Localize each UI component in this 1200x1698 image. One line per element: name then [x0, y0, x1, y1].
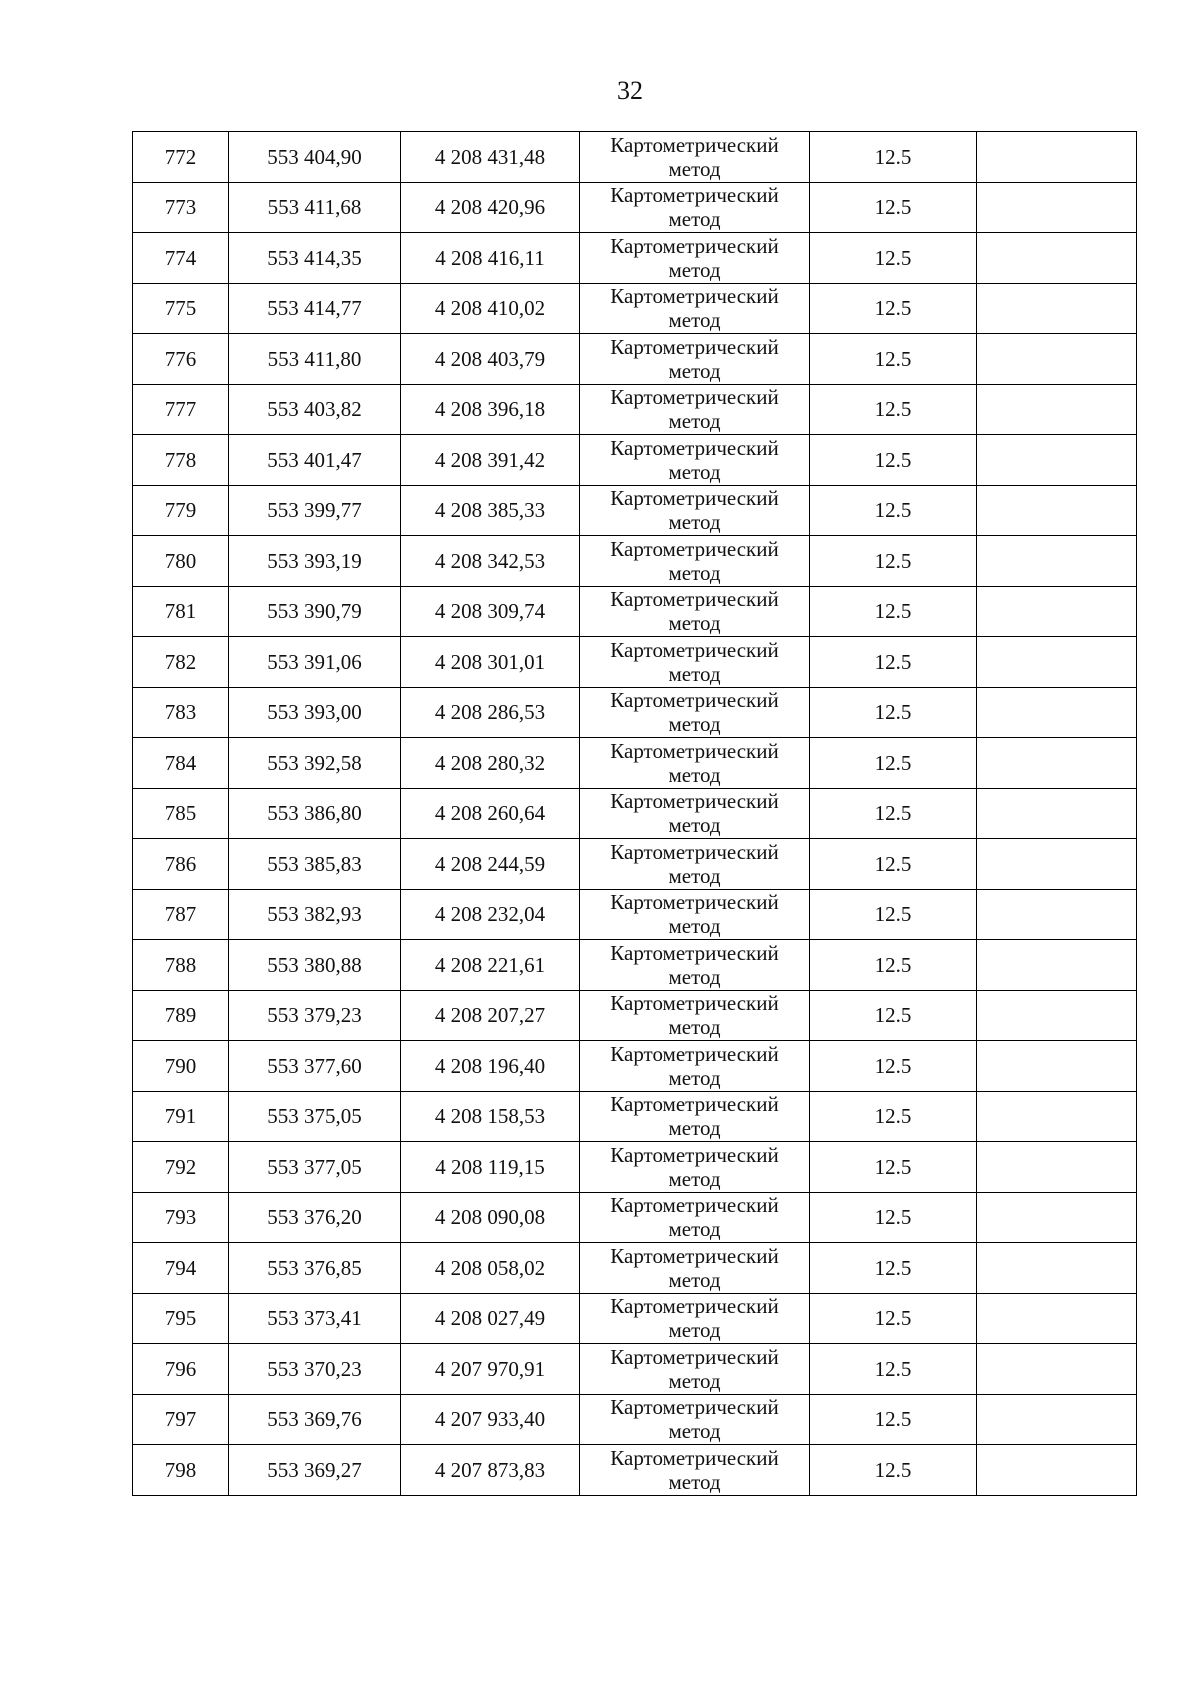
x-coordinate-cell: 553 393,00	[229, 687, 401, 738]
method-line-2: метод	[668, 1166, 721, 1191]
table-row	[133, 334, 1137, 385]
accuracy-cell: 12.5	[810, 839, 977, 890]
x-coordinate-cell: 553 382,93	[229, 889, 401, 940]
x-coordinate-cell: 553 380,88	[229, 940, 401, 991]
method-line-1: Картометрический	[610, 536, 779, 561]
y-coordinate-cell: 4 207 970,91	[401, 1344, 580, 1395]
method-cell	[580, 485, 810, 536]
x-coordinate-cell: 553 369,76	[229, 1394, 401, 1445]
y-coordinate-cell: 4 208 260,64	[401, 788, 580, 839]
point-number-cell: 773	[133, 182, 229, 233]
table-row	[133, 182, 1137, 233]
x-coordinate-cell: 553 414,35	[229, 233, 401, 284]
point-number-cell: 792	[133, 1142, 229, 1193]
method-line-2: метод	[668, 1368, 721, 1393]
method-line-2: метод	[668, 409, 721, 434]
accuracy-cell: 12.5	[810, 435, 977, 486]
method-cell	[580, 738, 810, 789]
method-cell	[580, 1445, 810, 1496]
note-cell	[977, 1041, 1137, 1092]
note-cell	[977, 990, 1137, 1041]
table-row	[133, 283, 1137, 334]
table-row	[133, 1445, 1137, 1496]
table-row	[133, 1192, 1137, 1243]
x-coordinate-cell: 553 375,05	[229, 1091, 401, 1142]
table-row	[133, 536, 1137, 587]
x-coordinate-cell: 553 370,23	[229, 1344, 401, 1395]
method-cell	[580, 283, 810, 334]
method-cell	[580, 1192, 810, 1243]
note-cell	[977, 788, 1137, 839]
method-line-2: метод	[668, 207, 721, 232]
method-line-1: Картометрический	[610, 637, 779, 662]
method-cell	[580, 384, 810, 435]
method-cell	[580, 1394, 810, 1445]
method-cell	[580, 1041, 810, 1092]
y-coordinate-cell: 4 208 119,15	[401, 1142, 580, 1193]
accuracy-cell: 12.5	[810, 182, 977, 233]
method-line-2: метод	[668, 863, 721, 888]
method-cell	[580, 687, 810, 738]
y-coordinate-cell: 4 208 286,53	[401, 687, 580, 738]
accuracy-cell: 12.5	[810, 1041, 977, 1092]
x-coordinate-cell: 553 404,90	[229, 132, 401, 183]
note-cell	[977, 536, 1137, 587]
accuracy-cell: 12.5	[810, 1293, 977, 1344]
point-number-cell: 775	[133, 283, 229, 334]
point-number-cell: 791	[133, 1091, 229, 1142]
method-line-1: Картометрический	[610, 890, 779, 915]
method-line-2: метод	[668, 1469, 721, 1494]
y-coordinate-cell: 4 208 403,79	[401, 334, 580, 385]
accuracy-cell: 12.5	[810, 586, 977, 637]
y-coordinate-cell: 4 208 431,48	[401, 132, 580, 183]
table-row	[133, 1394, 1137, 1445]
method-line-2: метод	[668, 560, 721, 585]
accuracy-cell: 12.5	[810, 990, 977, 1041]
note-cell	[977, 182, 1137, 233]
y-coordinate-cell: 4 208 232,04	[401, 889, 580, 940]
point-number-cell: 785	[133, 788, 229, 839]
point-number-cell: 777	[133, 384, 229, 435]
method-line-2: метод	[668, 964, 721, 989]
method-line-1: Картометрический	[610, 233, 779, 258]
x-coordinate-cell: 553 376,85	[229, 1243, 401, 1294]
table-row	[133, 132, 1137, 183]
y-coordinate-cell: 4 208 221,61	[401, 940, 580, 991]
point-number-cell: 780	[133, 536, 229, 587]
table-row	[133, 839, 1137, 890]
method-line-1: Картометрический	[610, 1395, 779, 1420]
point-number-cell: 783	[133, 687, 229, 738]
method-cell	[580, 889, 810, 940]
point-number-cell: 796	[133, 1344, 229, 1395]
table-row	[133, 435, 1137, 486]
y-coordinate-cell: 4 208 410,02	[401, 283, 580, 334]
method-line-1: Картометрический	[610, 284, 779, 309]
note-cell	[977, 233, 1137, 284]
table-row	[133, 1293, 1137, 1344]
accuracy-cell: 12.5	[810, 1243, 977, 1294]
accuracy-cell: 12.5	[810, 687, 977, 738]
note-cell	[977, 1445, 1137, 1496]
point-number-cell: 795	[133, 1293, 229, 1344]
y-coordinate-cell: 4 208 090,08	[401, 1192, 580, 1243]
table-row	[133, 889, 1137, 940]
method-line-1: Картометрический	[610, 1243, 779, 1268]
y-coordinate-cell: 4 208 058,02	[401, 1243, 580, 1294]
method-line-1: Картометрический	[610, 183, 779, 208]
method-line-2: метод	[668, 611, 721, 636]
x-coordinate-cell: 553 411,68	[229, 182, 401, 233]
y-coordinate-cell: 4 208 420,96	[401, 182, 580, 233]
x-coordinate-cell: 553 376,20	[229, 1192, 401, 1243]
x-coordinate-cell: 553 390,79	[229, 586, 401, 637]
accuracy-cell: 12.5	[810, 233, 977, 284]
x-coordinate-cell: 553 379,23	[229, 990, 401, 1041]
y-coordinate-cell: 4 207 873,83	[401, 1445, 580, 1496]
table-row	[133, 637, 1137, 688]
accuracy-cell: 12.5	[810, 1394, 977, 1445]
method-line-1: Картометрический	[610, 1041, 779, 1066]
coordinates-table-body	[133, 132, 1137, 1496]
x-coordinate-cell: 553 393,19	[229, 536, 401, 587]
x-coordinate-cell: 553 401,47	[229, 435, 401, 486]
method-line-1: Картометрический	[610, 486, 779, 511]
accuracy-cell: 12.5	[810, 536, 977, 587]
point-number-cell: 787	[133, 889, 229, 940]
method-line-1: Картометрический	[610, 688, 779, 713]
y-coordinate-cell: 4 208 416,11	[401, 233, 580, 284]
method-cell	[580, 1293, 810, 1344]
method-line-2: метод	[668, 762, 721, 787]
table-row	[133, 940, 1137, 991]
x-coordinate-cell: 553 399,77	[229, 485, 401, 536]
y-coordinate-cell: 4 208 244,59	[401, 839, 580, 890]
note-cell	[977, 637, 1137, 688]
accuracy-cell: 12.5	[810, 132, 977, 183]
x-coordinate-cell: 553 373,41	[229, 1293, 401, 1344]
y-coordinate-cell: 4 208 391,42	[401, 435, 580, 486]
note-cell	[977, 132, 1137, 183]
accuracy-cell: 12.5	[810, 485, 977, 536]
method-line-2: метод	[668, 813, 721, 838]
method-cell	[580, 334, 810, 385]
note-cell	[977, 586, 1137, 637]
note-cell	[977, 485, 1137, 536]
method-line-1: Картометрический	[610, 1092, 779, 1117]
point-number-cell: 781	[133, 586, 229, 637]
y-coordinate-cell: 4 208 196,40	[401, 1041, 580, 1092]
method-line-2: метод	[668, 358, 721, 383]
point-number-cell: 786	[133, 839, 229, 890]
note-cell	[977, 1192, 1137, 1243]
y-coordinate-cell: 4 208 027,49	[401, 1293, 580, 1344]
coordinates-table	[132, 131, 1137, 1496]
table-row	[133, 233, 1137, 284]
accuracy-cell: 12.5	[810, 1344, 977, 1395]
accuracy-cell: 12.5	[810, 889, 977, 940]
method-line-1: Картометрический	[610, 940, 779, 965]
point-number-cell: 797	[133, 1394, 229, 1445]
method-cell	[580, 233, 810, 284]
table-row	[133, 384, 1137, 435]
method-cell	[580, 182, 810, 233]
point-number-cell: 778	[133, 435, 229, 486]
method-line-2: метод	[668, 1419, 721, 1444]
method-line-2: метод	[668, 1116, 721, 1141]
table-row	[133, 788, 1137, 839]
method-line-2: метод	[668, 257, 721, 282]
point-number-cell: 793	[133, 1192, 229, 1243]
point-number-cell: 782	[133, 637, 229, 688]
accuracy-cell: 12.5	[810, 940, 977, 991]
note-cell	[977, 334, 1137, 385]
accuracy-cell: 12.5	[810, 1445, 977, 1496]
method-line-2: метод	[668, 914, 721, 939]
method-cell	[580, 1142, 810, 1193]
method-line-1: Картометрический	[610, 1445, 779, 1470]
point-number-cell: 789	[133, 990, 229, 1041]
note-cell	[977, 839, 1137, 890]
method-line-1: Картометрический	[610, 587, 779, 612]
x-coordinate-cell: 553 403,82	[229, 384, 401, 435]
note-cell	[977, 1142, 1137, 1193]
y-coordinate-cell: 4 208 207,27	[401, 990, 580, 1041]
method-line-2: метод	[668, 712, 721, 737]
table-row	[133, 1091, 1137, 1142]
table-row	[133, 687, 1137, 738]
x-coordinate-cell: 553 369,27	[229, 1445, 401, 1496]
method-line-2: метод	[668, 308, 721, 333]
method-cell	[580, 839, 810, 890]
x-coordinate-cell: 553 392,58	[229, 738, 401, 789]
method-line-2: метод	[668, 1318, 721, 1343]
point-number-cell: 772	[133, 132, 229, 183]
method-line-2: метод	[668, 1267, 721, 1292]
method-line-1: Картометрический	[610, 991, 779, 1016]
method-cell	[580, 940, 810, 991]
note-cell	[977, 1293, 1137, 1344]
accuracy-cell: 12.5	[810, 738, 977, 789]
y-coordinate-cell: 4 208 385,33	[401, 485, 580, 536]
method-line-1: Картометрический	[610, 1344, 779, 1369]
method-line-1: Картометрический	[610, 385, 779, 410]
x-coordinate-cell: 553 411,80	[229, 334, 401, 385]
accuracy-cell: 12.5	[810, 1142, 977, 1193]
note-cell	[977, 1091, 1137, 1142]
y-coordinate-cell: 4 208 309,74	[401, 586, 580, 637]
method-line-2: метод	[668, 661, 721, 686]
accuracy-cell: 12.5	[810, 1192, 977, 1243]
y-coordinate-cell: 4 208 158,53	[401, 1091, 580, 1142]
method-cell	[580, 536, 810, 587]
table-row	[133, 485, 1137, 536]
y-coordinate-cell: 4 208 280,32	[401, 738, 580, 789]
method-line-1: Картометрический	[610, 334, 779, 359]
note-cell	[977, 435, 1137, 486]
point-number-cell: 784	[133, 738, 229, 789]
note-cell	[977, 889, 1137, 940]
method-line-1: Картометрический	[610, 132, 779, 157]
note-cell	[977, 1344, 1137, 1395]
accuracy-cell: 12.5	[810, 637, 977, 688]
note-cell	[977, 687, 1137, 738]
y-coordinate-cell: 4 208 396,18	[401, 384, 580, 435]
point-number-cell: 790	[133, 1041, 229, 1092]
y-coordinate-cell: 4 208 342,53	[401, 536, 580, 587]
method-line-2: метод	[668, 510, 721, 535]
method-cell	[580, 1091, 810, 1142]
method-cell	[580, 1243, 810, 1294]
point-number-cell: 798	[133, 1445, 229, 1496]
method-line-1: Картометрический	[610, 1142, 779, 1167]
note-cell	[977, 1394, 1137, 1445]
y-coordinate-cell: 4 208 301,01	[401, 637, 580, 688]
note-cell	[977, 940, 1137, 991]
table-row	[133, 738, 1137, 789]
accuracy-cell: 12.5	[810, 334, 977, 385]
accuracy-cell: 12.5	[810, 1091, 977, 1142]
accuracy-cell: 12.5	[810, 788, 977, 839]
method-cell	[580, 435, 810, 486]
page-number: 32	[617, 76, 643, 105]
table-row	[133, 586, 1137, 637]
method-line-1: Картометрический	[610, 839, 779, 864]
table-row	[133, 1041, 1137, 1092]
point-number-cell: 788	[133, 940, 229, 991]
table-row	[133, 1142, 1137, 1193]
method-line-2: метод	[668, 1217, 721, 1242]
point-number-cell: 779	[133, 485, 229, 536]
method-cell	[580, 132, 810, 183]
x-coordinate-cell: 553 377,60	[229, 1041, 401, 1092]
method-cell	[580, 788, 810, 839]
method-line-1: Картометрический	[610, 1294, 779, 1319]
x-coordinate-cell: 553 386,80	[229, 788, 401, 839]
point-number-cell: 794	[133, 1243, 229, 1294]
accuracy-cell: 12.5	[810, 283, 977, 334]
note-cell	[977, 384, 1137, 435]
note-cell	[977, 283, 1137, 334]
table-row	[133, 990, 1137, 1041]
point-number-cell: 776	[133, 334, 229, 385]
method-cell	[580, 586, 810, 637]
y-coordinate-cell: 4 207 933,40	[401, 1394, 580, 1445]
table-row	[133, 1344, 1137, 1395]
method-cell	[580, 990, 810, 1041]
method-cell	[580, 637, 810, 688]
method-line-2: метод	[668, 156, 721, 181]
point-number-cell: 774	[133, 233, 229, 284]
note-cell	[977, 1243, 1137, 1294]
note-cell	[977, 738, 1137, 789]
table-row	[133, 1243, 1137, 1294]
method-line-2: метод	[668, 459, 721, 484]
method-line-1: Картометрический	[610, 1193, 779, 1218]
x-coordinate-cell: 553 391,06	[229, 637, 401, 688]
method-line-2: метод	[668, 1015, 721, 1040]
method-line-1: Картометрический	[610, 738, 779, 763]
method-cell	[580, 1344, 810, 1395]
x-coordinate-cell: 553 385,83	[229, 839, 401, 890]
x-coordinate-cell: 553 414,77	[229, 283, 401, 334]
method-line-2: метод	[668, 1065, 721, 1090]
method-line-1: Картометрический	[610, 789, 779, 814]
x-coordinate-cell: 553 377,05	[229, 1142, 401, 1193]
method-line-1: Картометрический	[610, 435, 779, 460]
accuracy-cell: 12.5	[810, 384, 977, 435]
